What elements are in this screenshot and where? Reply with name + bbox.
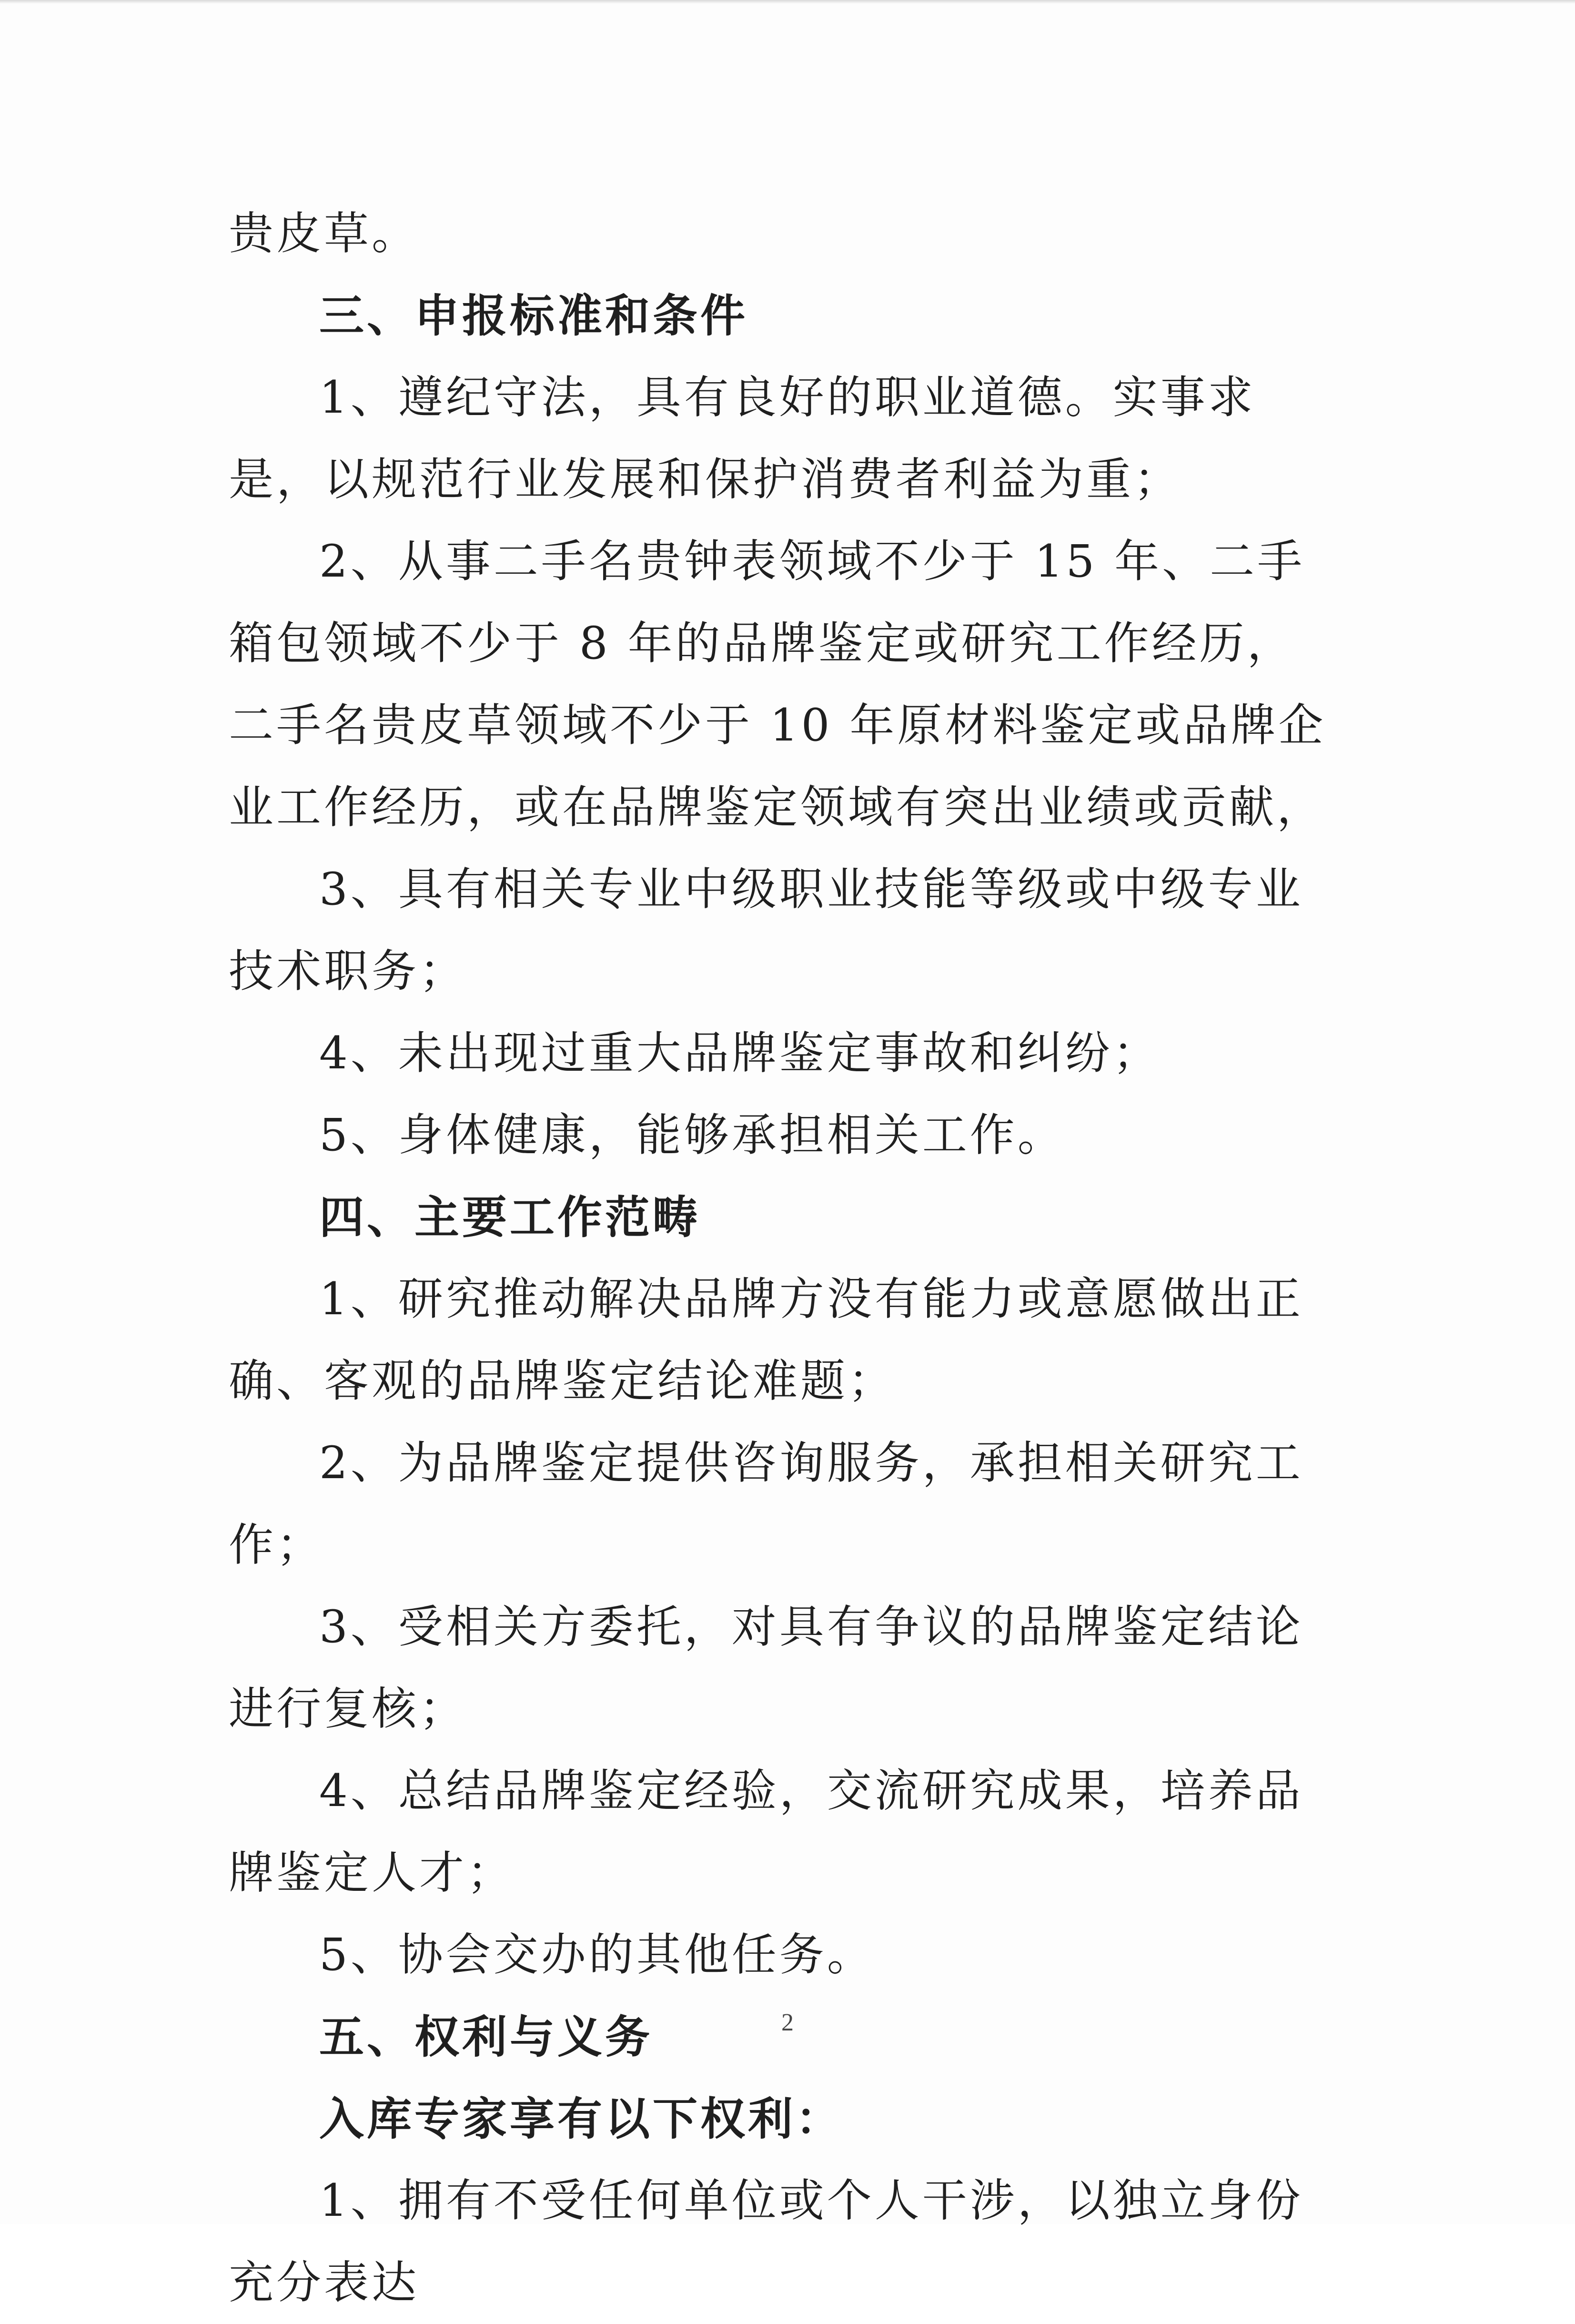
continuation-line: 贵皮草。 — [229, 208, 420, 260]
criteria-item-1: 1、遵纪守法，具有良好的职业道德。实事求是，以规范行业发展和保护消费者利益为重； — [229, 372, 1256, 506]
scan-top-edge — [0, 0, 1575, 4]
scope-item-4: 4、总结品牌鉴定经验，交流研究成果，培养品牌鉴定人才； — [229, 1765, 1303, 1899]
criteria-item-3: 3、具有相关专业中级职业技能等级或中级专业技术职务； — [229, 863, 1303, 997]
section-heading-3: 三、申报标准和条件 — [319, 290, 748, 342]
scope-item-1: 1、研究推动解决品牌方没有能力或意愿做出正确、客观的品牌鉴定结论难题； — [229, 1273, 1303, 1407]
rights-item-1: 1、拥有不受任何单位或个人干涉，以独立身份充分表达 — [229, 2175, 1303, 2309]
criteria-item-5: 5、身体健康，能够承担相关工作。 — [319, 1109, 1065, 1161]
page-number: 2 — [781, 2009, 794, 2036]
scope-item-3: 3、受相关方委托，对具有争议的品牌鉴定结论进行复核； — [229, 1601, 1303, 1735]
section-heading-5: 五、权利与义务 — [319, 2011, 653, 2063]
rights-subheading: 入库专家享有以下权利： — [319, 2093, 844, 2145]
document-body — [229, 193, 1329, 2324]
criteria-item-4: 4、未出现过重大品牌鉴定事故和纠纷； — [319, 1027, 1161, 1079]
scope-item-2: 2、为品牌鉴定提供咨询服务，承担相关研究工作； — [229, 1437, 1303, 1571]
section-heading-4: 四、主要工作范畴 — [319, 1191, 701, 1244]
criteria-item-2: 2、从事二手名贵钟表领域不少于 15 年、二手箱包领域不少于 8 年的品牌鉴定或研究工作经历，二手名贵皮草领域不少于 10 年原材料鉴定或品牌企业工作经历，或在品牌鉴定领域有突出业绩或贡献， — [229, 536, 1326, 833]
scope-item-5: 5、协会交办的其他任务。 — [319, 1929, 875, 1981]
